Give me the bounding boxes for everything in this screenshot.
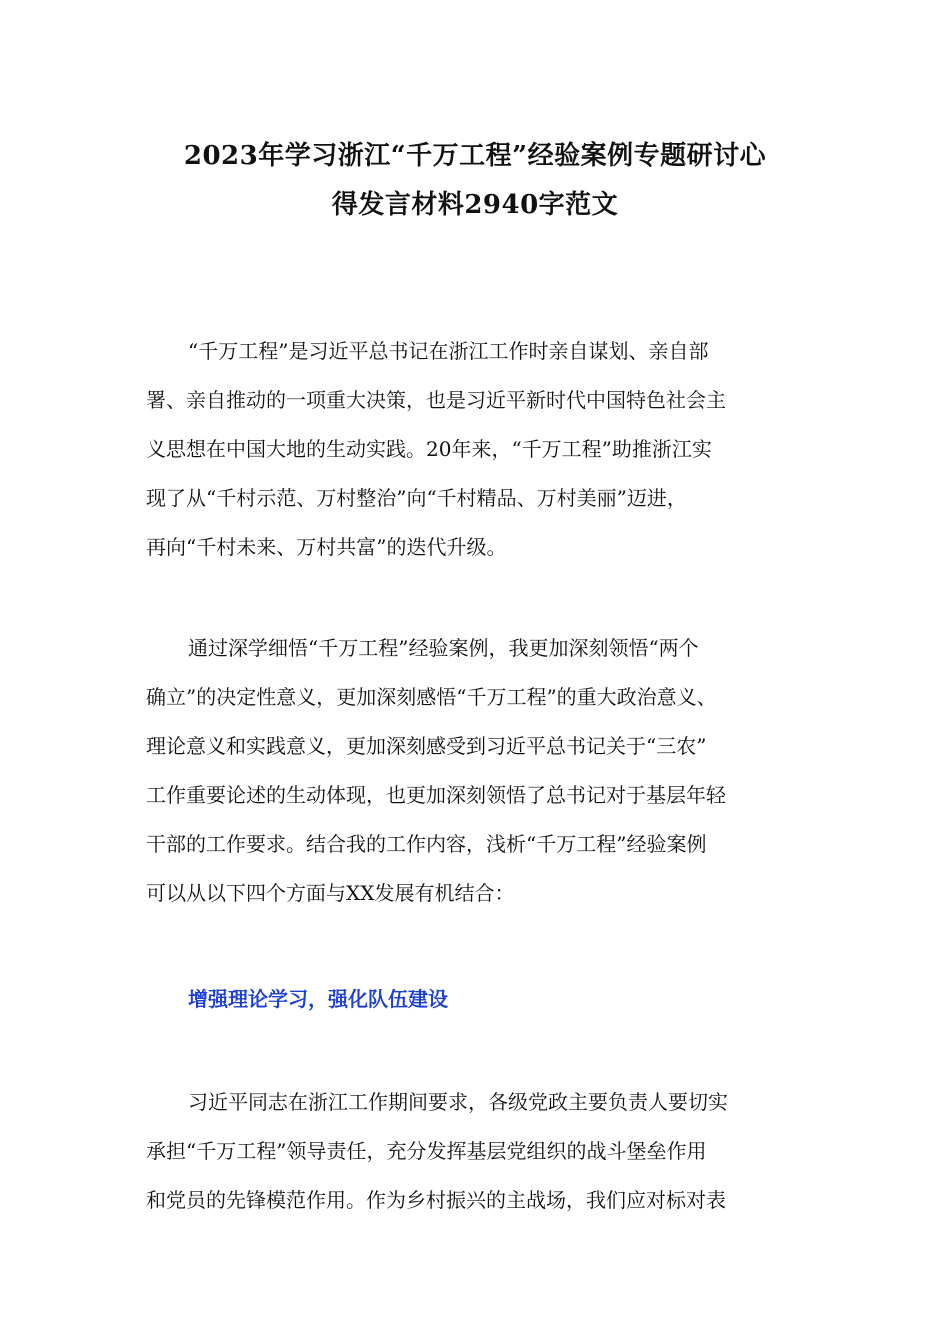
paragraph-line: 工作重要论述的生动体现，也更加深刻领悟了总书记对于基层年轻 [146, 783, 726, 807]
paragraph-line: 确立”的决定性意义，更加深刻感悟“千万工程”的重大政治意义、 [146, 685, 717, 709]
paragraph-line: 署、亲自推动的一项重大决策，也是习近平新时代中国特色社会主 [146, 388, 726, 412]
paragraph-line: 干部的工作要求。结合我的工作内容，浅析“千万工程”经验案例 [146, 832, 707, 856]
paragraph-reflection [146, 624, 826, 918]
paragraph-intro [146, 327, 826, 572]
document-title-line-2: 得发言材料2940字范文 [331, 190, 619, 220]
paragraph-line: 现了从“千村示范、万村整治”向“千村精品、万村美丽”迈进， [146, 486, 687, 510]
section-heading: 增强理论学习，强化队伍建设 [188, 987, 448, 1011]
paragraph-line: 通过深学细悟“千万工程”经验案例，我更加深刻领悟“两个 [188, 636, 699, 660]
paragraph-line: 承担“千万工程”领导责任，充分发挥基层党组织的战斗堡垒作用 [146, 1139, 707, 1163]
paragraph-line: 理论意义和实践意义，更加深刻感受到习近平总书记关于“三农” [146, 734, 707, 758]
paragraph-line: “千万工程”是习近平总书记在浙江工作时亲自谋划、亲自部 [188, 339, 709, 363]
paragraph-line: 再向“千村未来、万村共富”的迭代升级。 [146, 535, 507, 559]
paragraph-line: 可以从以下四个方面与XX发展有机结合： [146, 881, 515, 905]
paragraph-line: 习近平同志在浙江工作期间要求，各级党政主要负责人要切实 [188, 1090, 728, 1114]
paragraph-line: 和党员的先锋模范作用。作为乡村振兴的主战场，我们应对标对表 [146, 1188, 726, 1212]
paragraph-section-body [146, 1078, 826, 1225]
document-title-line-1: 2023年学习浙江“千万工程”经验案例专题研讨心 [183, 141, 767, 171]
paragraph-line: 义思想在中国大地的生动实践。20年来，“千万工程”助推浙江实 [146, 437, 712, 461]
